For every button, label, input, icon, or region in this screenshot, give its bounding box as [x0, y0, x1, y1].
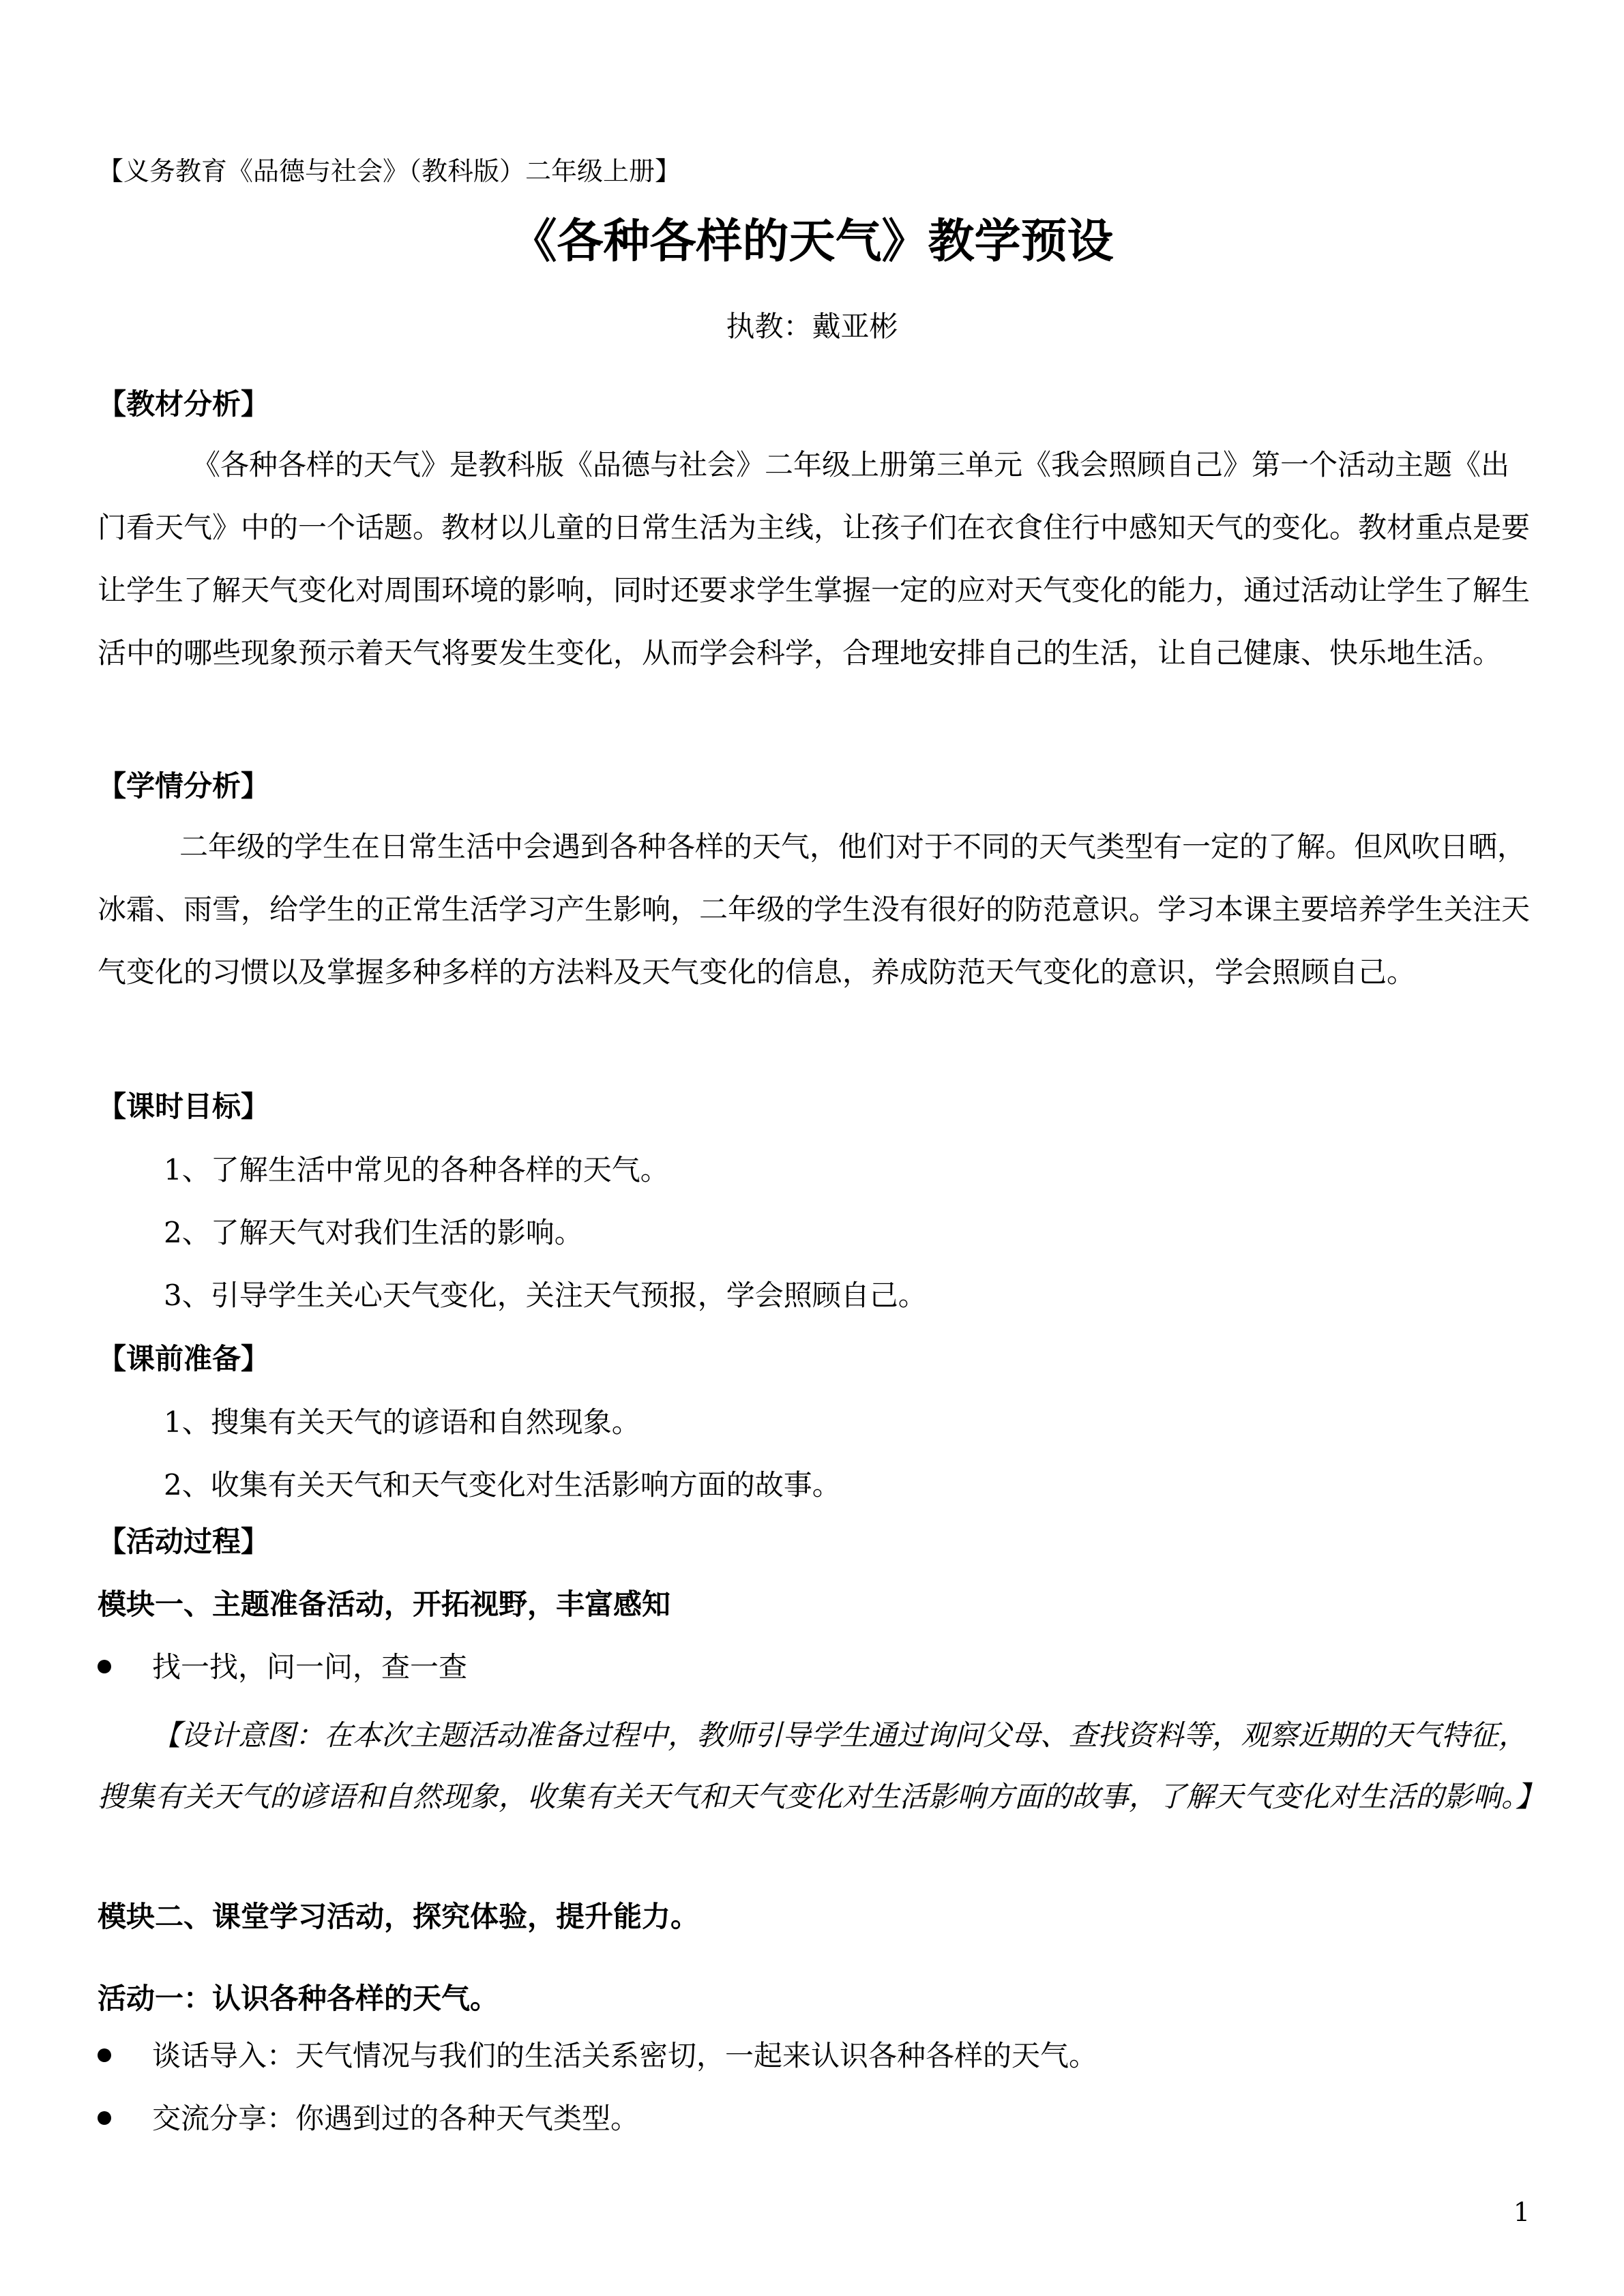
preparation-item: 1、搜集有关天气的谚语和自然现象。: [164, 1405, 640, 1439]
bullet-text: 谈话导入：天气情况与我们的生活关系密切，一起来认识各种各样的天气。: [152, 2039, 1098, 2072]
bullet-dot-icon: [98, 2111, 111, 2125]
page-number: 1: [1513, 2197, 1530, 2227]
process-heading: 【活动过程】: [98, 1525, 270, 1558]
objectives-heading: 【课时目标】: [98, 1090, 270, 1123]
bullet-dot-icon: [98, 1660, 111, 1673]
document-title: 《各种各样的天气》教学预设: [510, 215, 1114, 269]
student-analysis-body: 二年级的学生在日常生活中会遇到各种各样的天气，他们对于不同的天气类型有一定的了解。但风吹日晒，冰霜、雨雪，给学生的正常生活学习产生影响，二年级的学生没有很好的防范意识。学习本课主要培养学生关注天气变化的习惯以及掌握多种多样的方法料及天气变化的信息，养成防范天气变化的意识，学会照顾自己。: [98, 830, 1531, 989]
activity-one-bullet: [98, 2096, 639, 2137]
author-line: 执教：戴亚彬: [726, 310, 898, 343]
student-analysis-heading: 【学情分析】: [98, 769, 270, 803]
activity-one-bullet: [98, 2033, 1097, 2074]
bullet-text: 交流分享：你遇到过的各种天气类型。: [152, 2102, 640, 2135]
objective-item: 1、了解生活中常见的各种各样的天气。: [164, 1153, 669, 1187]
objective-item: 2、了解天气对我们生活的影响。: [164, 1216, 583, 1249]
bullet-text: 找一找，问一问，查一查: [152, 1650, 468, 1684]
textbook-analysis-body: 《各种各样的天气》是教科版《品德与社会》二年级上册第三单元《我会照顾自己》第一个活动主题《出门看天气》中的一个话题。教材以儿童的日常生活为主线，让孩子们在衣食住行中感知天气的变化。教材重点是要让学生了解天气变化对周围环境的影响，同时还要求学生掌握一定的应对天气变化的能力，通过活动让学生了解生活中的哪些现象预示着天气将要发生变化，从而学会科学，合理地安排自己的生活，让自己健康、快乐地生活。: [98, 448, 1531, 670]
module-one-bullet: [98, 1645, 467, 1686]
series-header: 【义务教育《品德与社会》（教科版）二年级上册】: [98, 156, 681, 186]
design-intent-note: 【设计意图：在本次主题活动准备过程中，教师引导学生通过询问父母、查找资料等，观察近期的天气特征，搜集有关天气的谚语和自然现象，收集有关天气和天气变化对生活影响方面的故事，了解天气变化对生活的影响。】: [98, 1718, 1545, 1813]
preparation-item: 2、收集有关天气和天气变化对生活影响方面的故事。: [164, 1468, 841, 1502]
module-one-title: 模块一、主题准备活动，开拓视野，丰富感知: [98, 1587, 671, 1621]
module-two-title: 模块二、课堂学习活动，探究体验，提升能力。: [98, 1900, 700, 1933]
activity-one-title: 活动一：认识各种各样的天气。: [98, 1982, 499, 2015]
bullet-dot-icon: [98, 2048, 111, 2062]
objective-item: 3、引导学生关心天气变化，关注天气预报，学会照顾自己。: [164, 1279, 927, 1312]
preparation-heading: 【课前准备】: [98, 1342, 270, 1375]
textbook-analysis-heading: 【教材分析】: [98, 387, 270, 421]
